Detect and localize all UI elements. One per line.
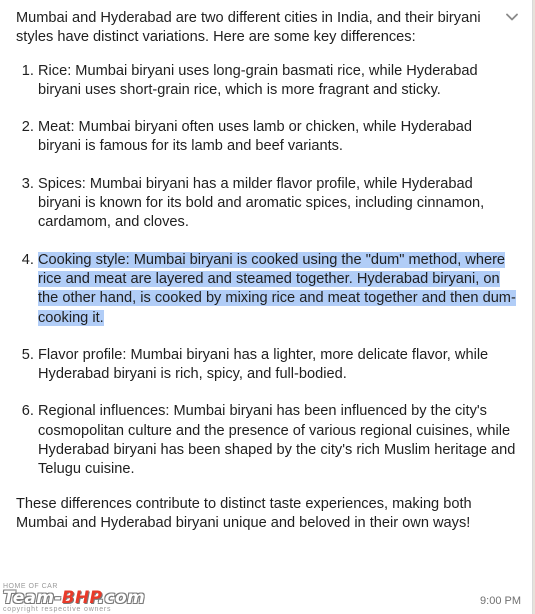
chevron-down-icon[interactable] xyxy=(504,9,520,25)
watermark-tagline: HOME OF CAR xyxy=(3,583,58,590)
list-item-spices xyxy=(38,175,516,233)
watermark-logo xyxy=(3,583,145,613)
list-item-text: Spices: Mumbai biryani has a milder flavor profile, while Hyderabad biryani is known for its bold and aromatic spices, including cinnamon, cardamom, and cloves. xyxy=(38,175,485,231)
watermark-brand xyxy=(3,590,145,607)
list-item-text: Regional influences: Mumbai biryani has been influenced by the city's cosmopolitan culture and the presence of various regional cuisines, while Hyderabad biryani has been shaped by the city's rich Muslim heritage and Telugu cuisine. xyxy=(38,403,516,478)
differences-list xyxy=(16,62,516,480)
list-item-flavor-profile xyxy=(38,346,516,385)
selected-text-highlight: Cooking style: Mumbai biryani is cooked using the "dum" method, where rice and meat are layered and steamed together. Hyderabad biryani, on the other hand, is cooked by mixing rice and meat together and then dum-cooking it. xyxy=(38,251,516,326)
message-timestamp: 9:00 PM xyxy=(480,594,521,607)
list-item-meat xyxy=(38,118,516,157)
list-item-text: Flavor profile: Mumbai biryani has a lighter, more delicate flavor, while Hyderabad biryani is rich, spicy, and full-bodied. xyxy=(38,346,489,383)
watermark-prefix: Team- xyxy=(3,588,62,608)
watermark-suffix: .com xyxy=(97,588,145,608)
list-item-text: Meat: Mumbai biryani often uses lamb or chicken, while Hyderabad biryani is famous for its lamb and beef variants. xyxy=(38,119,472,155)
watermark-bhp: BHP xyxy=(61,588,98,608)
list-item-regional-influences xyxy=(38,402,516,479)
message-outro: These differences contribute to distinct taste experiences, making both Mumbai and Hyderabad biryani unique and beloved in their own ways! xyxy=(16,495,472,531)
list-item-cooking-style xyxy=(38,251,516,328)
message-intro: Mumbai and Hyderabad are two different cities in India, and their biryani styles have distinct variations. Here are some key differences: xyxy=(16,10,481,46)
watermark-copyright: copyright respective owners xyxy=(3,606,112,613)
list-item-text: Rice: Mumbai biryani uses long-grain basmati rice, while Hyderabad biryani uses short-grain rice, which is more fragrant and sticky. xyxy=(38,62,478,98)
list-item-rice xyxy=(38,62,516,101)
